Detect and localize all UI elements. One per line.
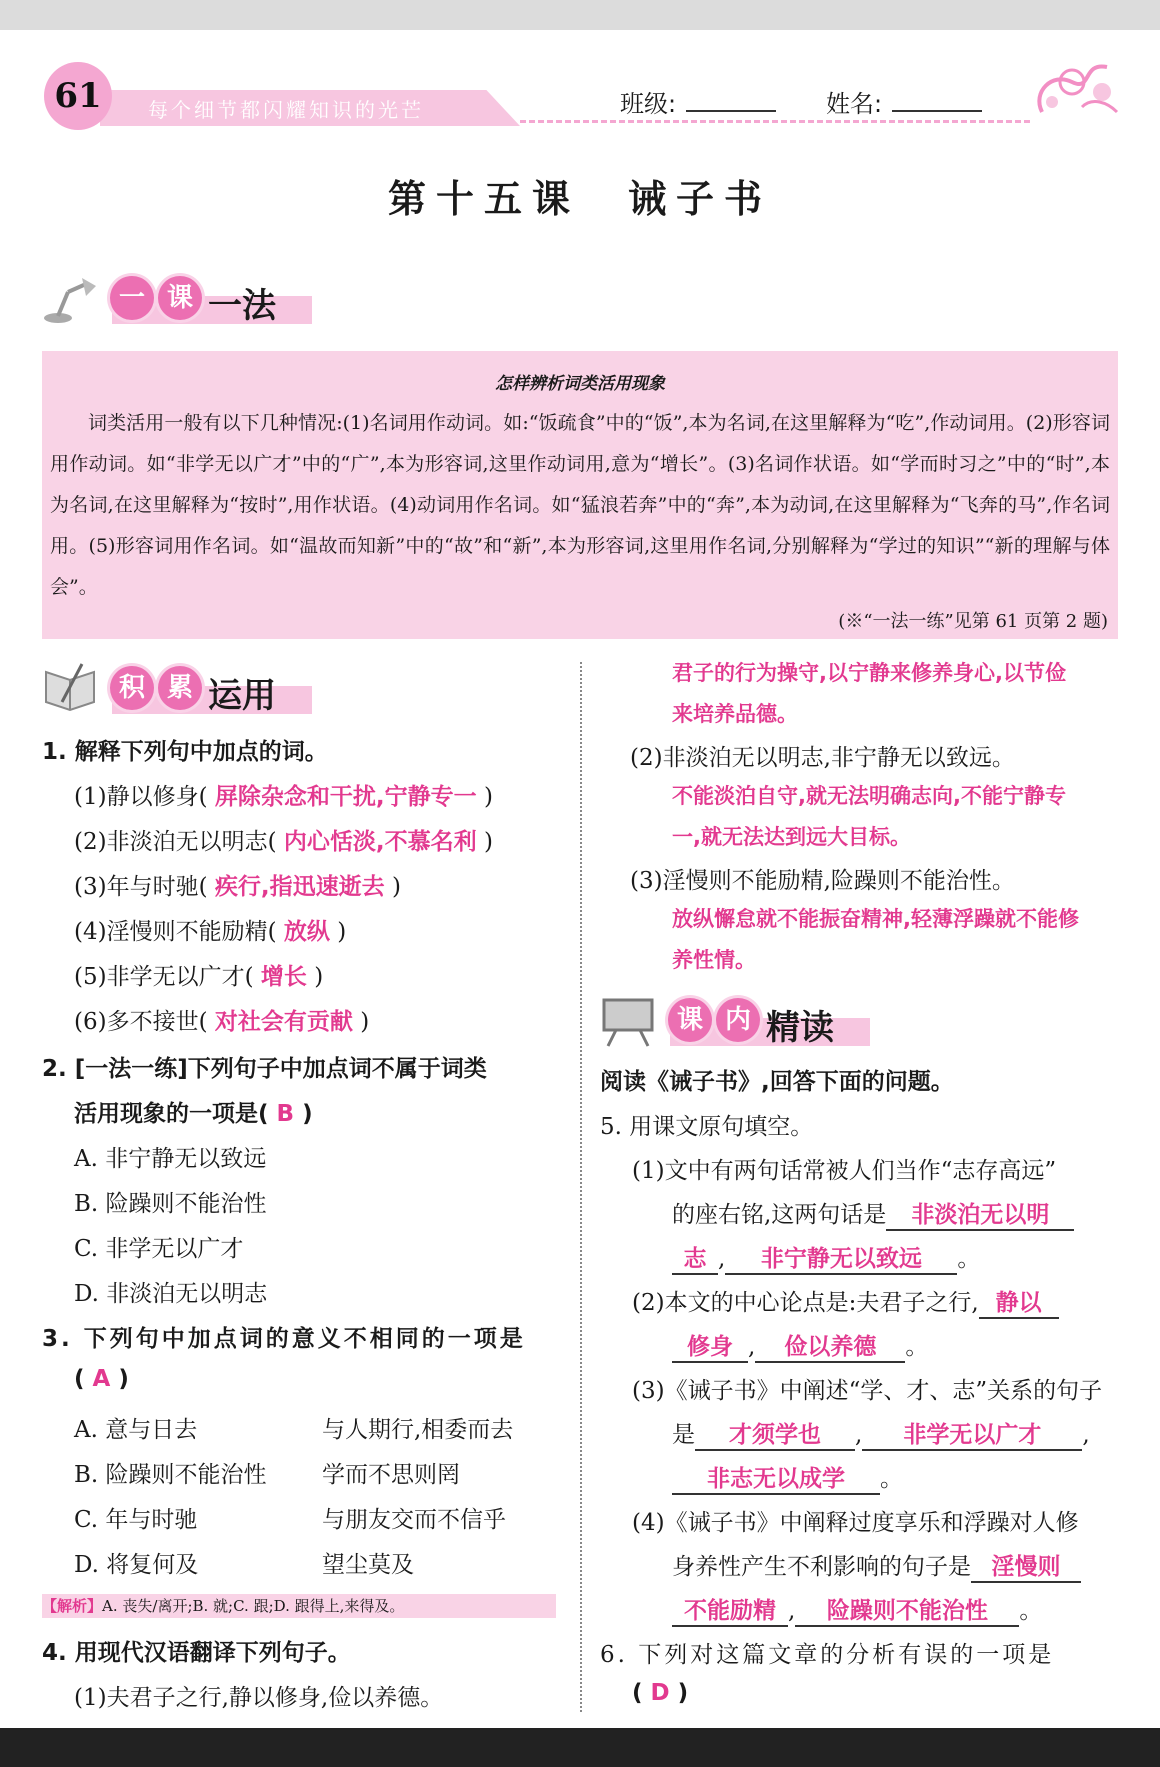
book-quill-icon [42, 662, 98, 716]
q5-item: (3)《诫子书》中阐述“学、才、志”关系的句子 [632, 1378, 1103, 1404]
header-dash-line [520, 120, 1030, 123]
answer-blank: 非学无以广才 [862, 1416, 1082, 1451]
q4-answer: 养性情。 [672, 948, 756, 972]
q4-answer: 来培养品德。 [672, 702, 798, 726]
section-title: 运用 [208, 676, 276, 716]
answer: 放纵 [283, 919, 330, 945]
answer: 对社会有贡献 [214, 1009, 353, 1035]
q4-answer: 一,就无法达到远大目标。 [672, 825, 911, 849]
section-pill: 累 [158, 666, 202, 710]
method-box-title: 怎样辨析词类活用现象 [495, 374, 665, 394]
q4-item: (1)夫君子之行,静以修身,俭以养德。 [74, 1685, 444, 1711]
q1-item: (3)年与时驰( 疾行,指迅速逝去 ) [74, 874, 401, 900]
section-title: 精读 [766, 1008, 834, 1048]
q2-stem: 2. [一法一练]下列句子中加点词不属于词类 [42, 1056, 487, 1082]
q6-stem: 6. 下列对这篇文章的分析有误的一项是 [600, 1642, 1055, 1668]
answer-blank: 不能励精 [672, 1592, 788, 1627]
easel-board-icon [600, 994, 656, 1048]
q5-item: 不能励精 , 险躁则不能治性 。 [672, 1592, 1042, 1627]
q1-stem: 1. 解释下列句中加点的词。 [42, 739, 328, 765]
section-pill: 一 [110, 276, 154, 320]
q4-item: (3)淫慢则不能励精,险躁则不能治性。 [630, 868, 1015, 894]
answer-blank: 俭以养德 [755, 1328, 905, 1363]
section-accumulate-header [42, 658, 302, 718]
q5-item: (1)文中有两句话常被人们当作“志存高远” [632, 1158, 1057, 1184]
section-pill: 课 [668, 998, 712, 1042]
class-blank[interactable] [686, 88, 776, 112]
q1-item: (1)静以修身( 屏除杂念和干扰,宁静专一 ) [74, 784, 493, 810]
answer: B [276, 1101, 295, 1127]
section-title: 一法 [208, 286, 276, 326]
answer-blank: 才须学也 [695, 1416, 855, 1451]
q5-stem: 5. 用课文原句填空。 [600, 1114, 814, 1140]
q4-answer: 不能淡泊自守,就无法明确志向,不能宁静专 [672, 784, 1066, 808]
q3-option-a: C. 年与时驰 [74, 1507, 198, 1533]
answer-blank: 非宁静无以致远 [725, 1240, 957, 1275]
q1-item: (4)淫慢则不能励精( 放纵 ) [74, 919, 347, 945]
q6-answer-line: ( D ) [632, 1680, 689, 1706]
section-pill: 课 [158, 276, 202, 320]
q5-item: 修身 , 俭以养德 。 [672, 1328, 928, 1363]
q3-option-a: D. 将复何及 [74, 1552, 199, 1578]
q5-item: (2)本文的中心论点是:夫君子之行, 静以 [632, 1284, 1059, 1319]
q5-item: 非志无以成学 。 [672, 1460, 903, 1495]
name-field[interactable] [826, 84, 982, 119]
q3-option-b: 望尘莫及 [322, 1552, 414, 1578]
q1-item: (2)非淡泊无以明志( 内心恬淡,不慕名利 ) [74, 829, 493, 855]
q5-item: 是 才须学也 , 非学无以广才 , [672, 1416, 1090, 1451]
method-box [42, 351, 1118, 639]
q2-stem-line2: 活用现象的一项是( B ) [74, 1101, 313, 1127]
lesson-title: 第十五课 诫子书 [387, 176, 772, 221]
top-margin [0, 0, 1160, 30]
q5-item: 志 , 非宁静无以致远 。 [672, 1240, 980, 1275]
q4-answer: 君子的行为操守,以宁静来修养身心,以节俭 [672, 661, 1066, 685]
page-number: 61 [44, 62, 112, 130]
q3-option-b: 学而不思则罔 [322, 1462, 460, 1488]
desk-lamp-icon [42, 272, 98, 326]
method-box-body: 词类活用一般有以下几种情况:(1)名词用作动词。如:“饭疏食”中的“饭”,本为名词,在这里解释为“吃”,作动词用。(2)形容词用作动词。如“非学无以广才”中的“广”,本为形容词,这里作动词用,意为“增长”。(3)名词作状语。如“学而时习之”中的“时”,本为名词,在这里解释为“按时”,用作状语。(4)动词用作名词。如“猛浪若奔”中的“奔”,本为动词,在这里解释为“飞奔的马”,作名词用。(5)形容词用作名词。如“温故而知新”中的“故”和“新”,本为形容词,这里用作名词,分别解释为“学过的知识”“新的理解与体会”。 [50, 412, 1110, 598]
q5-item: 的座右铭,这两句话是 非淡泊无以明 [672, 1196, 1074, 1231]
section-pill: 内 [716, 998, 760, 1042]
slogan: 每个细节都闪耀知识的光芒 [148, 98, 424, 122]
q3-answer-line: ( A ) [74, 1366, 129, 1392]
q3-option-b: 与朋友交而不信乎 [322, 1507, 506, 1533]
column-divider [580, 662, 582, 1712]
answer: 增长 [260, 964, 307, 990]
q3-option-b: 与人期行,相委而去 [322, 1417, 514, 1443]
q2-option: C. 非学无以广才 [74, 1236, 244, 1262]
q4-stem: 4. 用现代汉语翻译下列句子。 [42, 1640, 351, 1666]
answer-blank: 淫慢则 [971, 1548, 1081, 1583]
answer-blank: 修身 [672, 1328, 748, 1363]
q1-item: (5)非学无以广才( 增长 ) [74, 964, 324, 990]
name-label: 姓名: [826, 90, 883, 118]
answer-blank: 非淡泊无以明 [886, 1196, 1074, 1231]
answer: D [650, 1680, 670, 1706]
q3-option-a: A. 意与日去 [74, 1417, 198, 1443]
q3-stem: 3. 下列句中加点词的意义不相同的一项是 [42, 1326, 526, 1352]
bottom-margin [0, 1728, 1160, 1767]
flower-ornament-icon [1022, 52, 1122, 122]
q1-item: (6)多不接世( 对社会有贡献 ) [74, 1009, 370, 1035]
answer-blank: 非志无以成学 [672, 1460, 880, 1495]
answer-blank: 静以 [979, 1284, 1059, 1319]
q5-item: 身养性产生不利影响的句子是 淫慢则 [672, 1548, 1081, 1583]
section-pill: 积 [110, 666, 154, 710]
q3-analysis: 【解析】A. 丧失/离开;B. 就;C. 跟;D. 跟得上,来得及。 [42, 1594, 556, 1618]
method-box-note: (※“一法一练”见第 61 页第 2 题) [838, 611, 1108, 632]
reading-intro: 阅读《诫子书》,回答下面的问题。 [600, 1069, 954, 1095]
answer: A [92, 1366, 111, 1392]
answer: 内心恬淡,不慕名利 [283, 829, 477, 855]
section-method-header [42, 268, 302, 328]
answer-blank: 志 [672, 1240, 718, 1275]
q3-option-a: B. 险躁则不能治性 [74, 1462, 267, 1488]
q4-item: (2)非淡泊无以明志,非宁静无以致远。 [630, 745, 1015, 771]
answer: 屏除杂念和干扰,宁静专一 [214, 784, 477, 810]
class-field[interactable] [620, 84, 776, 119]
answer-blank: 险躁则不能治性 [795, 1592, 1019, 1627]
answer: 疾行,指迅速逝去 [214, 874, 385, 900]
name-blank[interactable] [892, 88, 982, 112]
q2-option: D. 非淡泊无以明志 [74, 1281, 268, 1307]
class-label: 班级: [620, 90, 677, 118]
section-reading-header [600, 990, 860, 1050]
q4-answer: 放纵懈怠就不能振奋精神,轻薄浮躁就不能修 [672, 907, 1079, 931]
q2-option: B. 险躁则不能治性 [74, 1191, 267, 1217]
q2-option: A. 非宁静无以致远 [74, 1146, 267, 1172]
q5-item: (4)《诫子书》中阐释过度享乐和浮躁对人修 [632, 1510, 1079, 1536]
